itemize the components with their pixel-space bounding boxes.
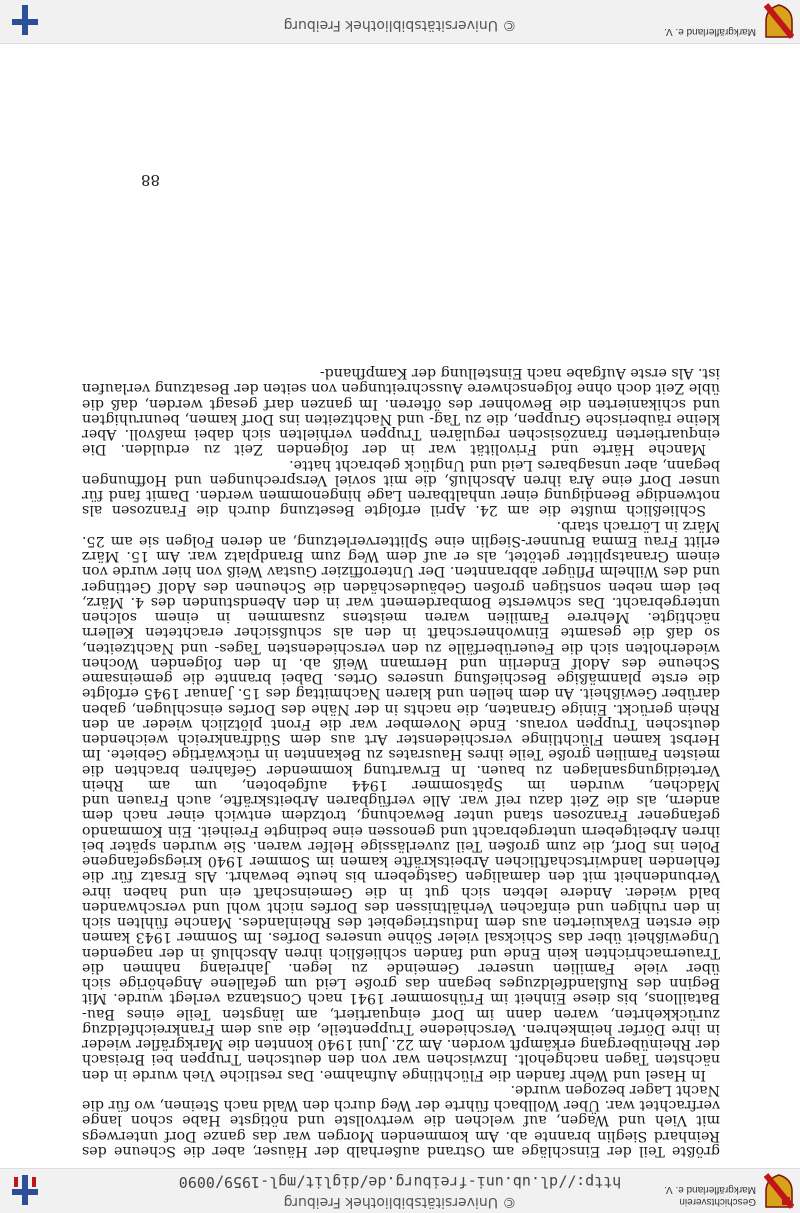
viewer-footer-bar — [0, 0, 800, 44]
society-logo-text: Markgräflerland e. V. — [664, 26, 756, 37]
paragraph: Manche Härte und Frivolität war in der folgenden Zeit zu erdulden. Die einquartierten französischen regulären Truppen verhielten sich dabei maßvoll. Aber kleine räuberische Gruppen, die zu Tag- und Nachtzeiten ins Dorf kamen, beunruhigten und schikanierten die Bewohner des öfteren. Im ganzen darf gesagt werden, daß die üble Zeit doch ohne folgenschwere Ausschreitungen von seiten der Besatzung verlaufen ist. Als erste Aufgabe nach Einstellung der Kampfhand- — [82, 365, 720, 458]
document-body — [82, 365, 720, 1158]
university-logo-icon — [8, 1173, 42, 1207]
university-logo-icon — [8, 3, 42, 37]
permalink-url[interactable]: http://dl.ub.uni-freiburg.de/diglit/mgl-1959/0090 — [178, 1173, 622, 1191]
paragraph: größte Teil der Einschläge am Ostrand außerhalb der Häuser, aber die Scheune des Reinhard Sieglin brannte ab. Am kommenden Morgen war das ganze Dorf unterwegs mit Vieh und Wagen, auf welchen die wertvollste und nötigste Habe schon lange verfrachtet war. Über Wollbach führte der Weg durch den Wald nach Steinen, wo für die Nacht Lager bezogen wurde. — [82, 1082, 720, 1159]
viewer-header-bar — [0, 1168, 800, 1213]
paragraph: In Hasel und Wehr fanden die Flüchtlinge Aufnahme. Das restliche Vieh wurde in den nächsten Tagen nachgeholt. Inzwischen war von den deutschen Truppen bei Breisach der Rheinübergang erkämpft worden. Am 22. Juni 1940 konnten die Markgräfler wieder in ihre Dörfer heimkehren. Verschiedene Truppenteile, die aus dem Frankreichfeldzug zurückkehrten, waren dann im Dorf einquartiert, am längsten Teile eines Bau-Bataillons, bis diese Einheit im Frühsommer 1941 nach Constanza verlegt wurde. Mit Beginn des Rußlandfeldzuges begann das große Leid um gefallene Angehörige sich über viele Familien unserer Gemeinde zu legen. Jahrelang nahmen die Trauernachrichten kein Ende und fanden schließlich ihren Abschluß in der nagenden Ungewißheit über das Schicksal vieler Söhne unseres Dorfes. Im Sommer 1943 kamen die ersten Evakuierten aus dem Industriegebiet des Rheinlandes. Manche fühlten sich in den ruhigen und einfachen Verhältnissen des Dorfes nicht wohl und verschwanden bald wieder. Andere lebten sich gut in die Gemeinschaft ein und haben ihre Verbundenheit mit den damaligen Gastgebern bis heute bewahrt. Als Ersatz für die fehlenden landwirtschaftlichen Arbeitskräfte kamen im Sommer 1940 kriegsgefangene Polen ins Dorf, die zum großen Teil zuverlässige Helfer waren. Sie wurden später bei ihren Arbeitgebern untergebracht und genossen eine bedingte Freiheit. Ein Kommando gefangener Franzosen stand unter Bewachung, trotzdem entwich einer nach dem andern, als die Zeit dazu reif war. Alle verfügbaren Arbeitskräfte, auch Frauen und Mädchen, wurden im Spätsommer 1944 aufgeboten, um am Rhein Verteidigungsanlagen zu bauen. In Erwartung kommender Gefahren brachten die meisten Familien große Teile ihres Hausrates zu Bekannten in rückwärtige Gebiete. Im Herbst kamen Flüchtlinge verschiedenster Art aus dem Südfrankreich weichenden deutschen Truppen voraus. Ende November war die Front plötzlich wieder an den Rhein gerückt. Einige Granaten, die nachts in der Nähe des Dorfes einschlugen, gaben darüber Gewißheit. An dem hellen und klaren Nachmittag des 15. Januar 1945 erfolgte die erste planmäßige Beschießung unseres Ortes. Dabei brannte die gemeinsame Scheune des Adolf Enderlin und Hermann Weiß ab. In den folgenden Wochen wiederholten sich die Feuerüberfälle zu den verschiedensten Tages- und Nachtzeiten, so daß die gesamte Einwohnerschaft in den als schußsicher erachteten Kellern nächtigte. Mehrere Familien waren meistens zusammen in einem solchen untergebracht. Das schwerste Bombardement war in den Abendstunden des 4. März, bei dem neben sonstigen großen Gebäudeschäden die Scheunen des Adolf Gettinger und des Wilhelm Pflüger abbrannten. Der Unteroffizier Gustav Weiß von hier wurde von einem Granatsplitter getötet, als er auf dem Weg zum Brandplatz war. Am 15. März erlitt Frau Emma Brunner-Sieglin eine Splitterverletzung, an deren Folgen sie am 25. März in Lörrach starb. — [82, 517, 720, 1083]
library-copyright: © Universitätsbibliothek Freiburg — [283, 17, 517, 33]
page-number: 88 — [140, 171, 160, 189]
library-copyright: © Universitätsbibliothek Freiburg — [283, 1194, 517, 1210]
coat-of-arms-icon — [764, 3, 794, 39]
society-logo-text: Geschichtsverein Markgräflerland e. V. — [664, 1184, 756, 1207]
coat-of-arms-icon — [764, 1173, 794, 1209]
paragraph: Schließlich mußte die am 24. April erfolgte Besetzung durch die Franzosen als notwendige Beendigung einer unhaltbaren Lage hingenommen werden. Damit fand für unser Dorf eine Ära ihren Abschluß, die mit soviel Versprechungen und Hoffnungen begann, aber unsagbares Leid und Unglück gebracht hatte. — [82, 456, 720, 519]
